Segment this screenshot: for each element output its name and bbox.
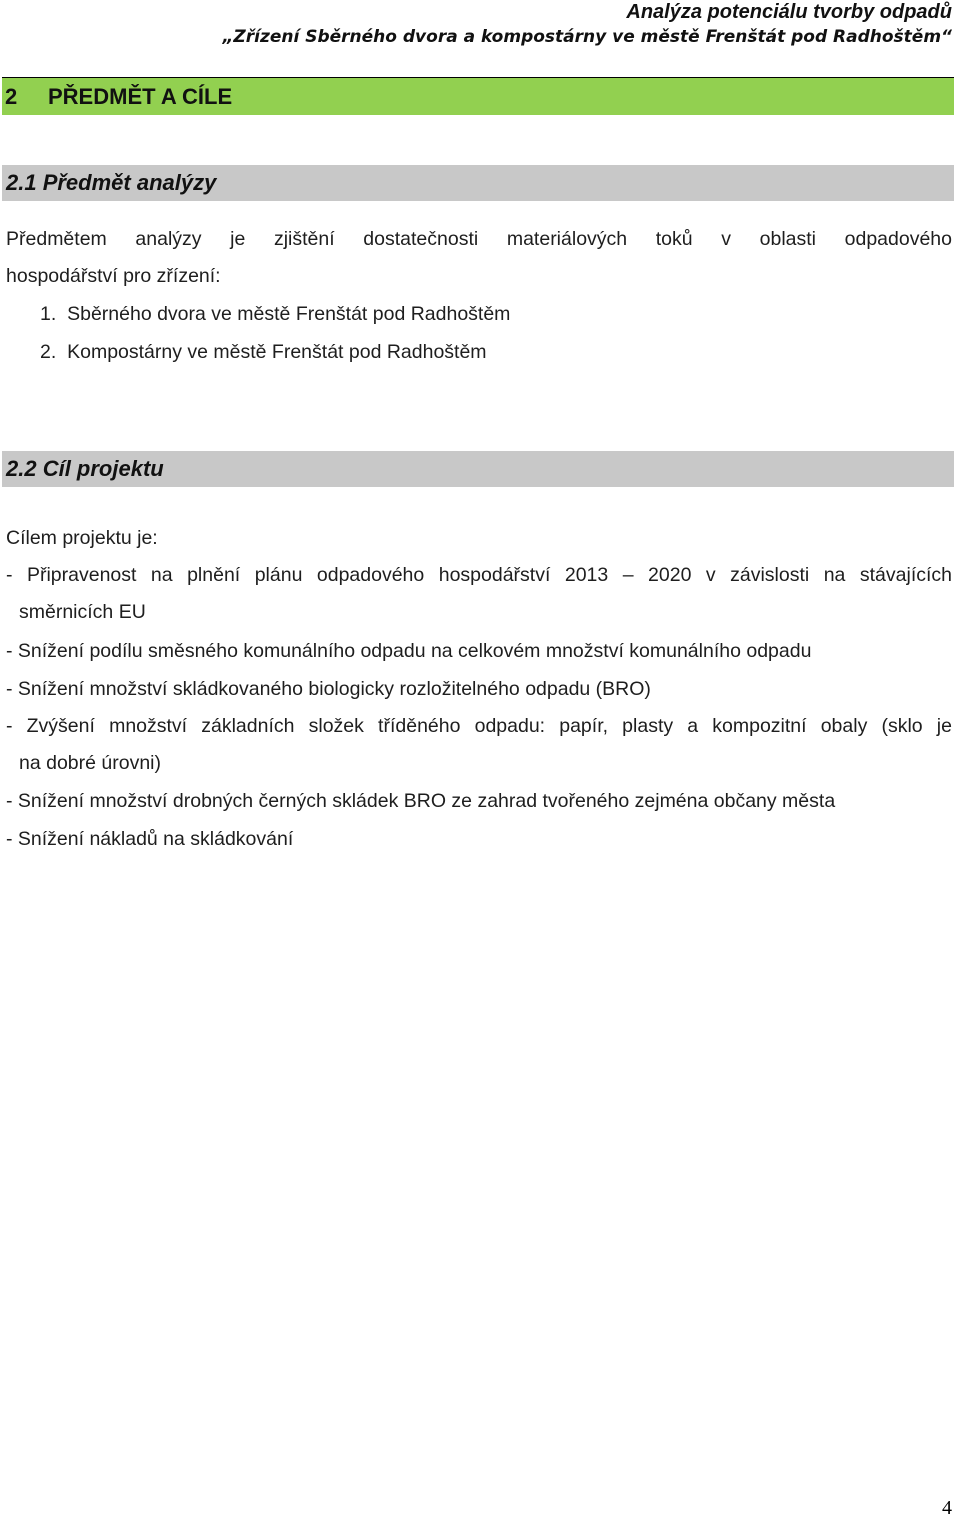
- chapter-number: 2: [5, 84, 18, 109]
- chapter-title: PŘEDMĚT A CÍLE: [48, 84, 233, 109]
- goal-item-3: - Snížení množství skládkovaného biologicky rozložitelného odpadu (BRO): [6, 678, 651, 700]
- goal-item-5: - Snížení množství drobných černých skládek BRO ze zahrad tvořeného zejména občany města: [6, 790, 836, 812]
- goal-item-1-line-1: - Připravenost na plnění plánu odpadového hospodářství 2013 – 2020 v závislosti na stávajících: [6, 564, 952, 586]
- section-heading-subject: 2.1 Předmět analýzy: [2, 165, 954, 201]
- goal-item-4-line-1: - Zvýšení množství základních složek tříděného odpadu: papír, plasty a kompozitní obaly (sklo je: [6, 715, 952, 737]
- page-number: 4: [942, 1497, 952, 1519]
- header-document-title: Analýza potenciálu tvorby odpadů: [626, 1, 952, 23]
- list-item: 1. Sběrného dvora ve městě Frenštát pod Radhoštěm: [40, 303, 511, 325]
- chapter-heading: [2, 78, 954, 115]
- goal-item-2: - Snížení podílu směsného komunálního odpadu na celkovém množství komunálního odpadu: [6, 640, 812, 662]
- list-item: 2. Kompostárny ve městě Frenštát pod Radhoštěm: [40, 341, 487, 363]
- subject-intro-line-1: Předmětem analýzy je zjištění dostatečnosti materiálových toků v oblasti odpadového: [6, 228, 952, 250]
- section-heading-goal: 2.2 Cíl projektu: [2, 451, 954, 487]
- subject-intro-line-2: hospodářství pro zřízení:: [6, 265, 221, 287]
- goal-intro: Cílem projektu je:: [6, 527, 158, 549]
- goal-item-1-line-2: směrnicích EU: [19, 601, 146, 623]
- header-project-title: „Zřízení Sběrného dvora a kompostárny ve městě Frenštát pod Radhoštěm“: [222, 27, 952, 47]
- goal-item-4-line-2: na dobré úrovni): [19, 752, 162, 774]
- goal-item-6: - Snížení nákladů na skládkování: [6, 828, 294, 850]
